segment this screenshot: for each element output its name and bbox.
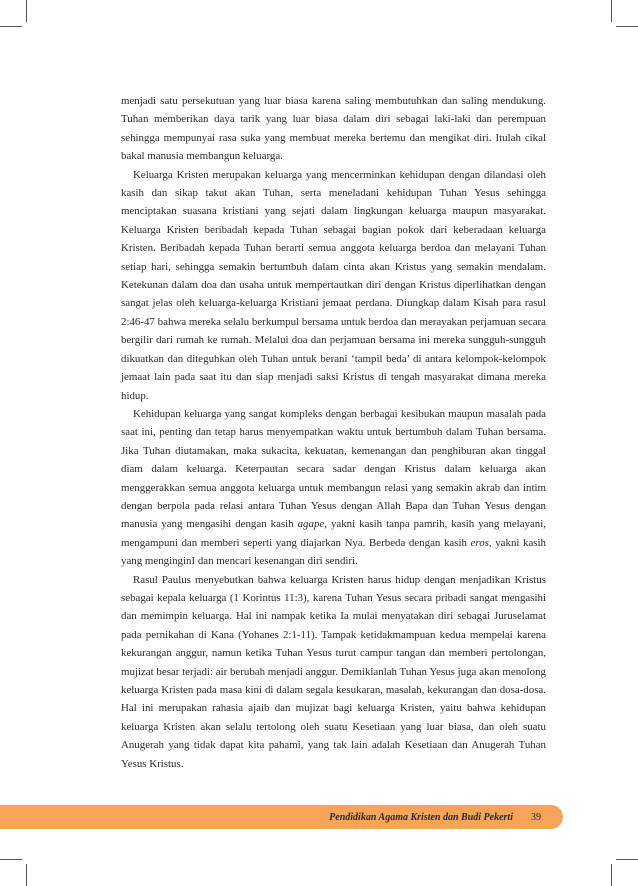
crop-mark bbox=[26, 864, 27, 886]
crop-mark bbox=[0, 859, 22, 860]
crop-mark bbox=[616, 859, 638, 860]
body-text bbox=[121, 92, 546, 773]
paragraph-2: Keluarga Kristen merupakan keluarga yang mencerminkan kehidupan dengan dilandasi oleh kasih dan sikap takut akan Tuhan, serta meneladani kehidupan Tuhan Yesus sehingga menciptakan suasana kristiani yang sejati dalam lingkungan keluarga maupun masyarakat. Keluarga Kristen beribadah kepada Tuhan sebagai bagian pokok dari keberadaan keluarga Kristen. Beribadah kepada Tuhan berarti semua anggota keluarga berdoa dan melayani Tuhan setiap hari, sehingga semakin bertumbuh dalam cinta akan Kristus yang semakin mendalam. Ketekunan dalam doa dan usaha untuk mempertautkan diri dengan Kristus diperlihatkan dengan sangat jelas oleh keluarga-keluarga Kristiani jemaat perdana. Diungkap dalam Kisah para rasul 2:46-47 bahwa mereka selalu berkumpul bersama untuk berdoa dan merayakan perjamuan secara bergilir dari rumah ke rumah. Melalui doa dan perjamuan bersama ini mereka sungguh-sungguh dikuatkan dan diteguhkan oleh Tuhan untuk berani ‘tampil beda’ di antara kelompok-kelompok jemaat lain pada saat itu dan siap menjadi saksi Kristus di tengah masyarakat dimana mereka hidup. bbox=[121, 168, 546, 402]
footer-book-title: Pendidikan Agama Kristen dan Budi Pekerti bbox=[329, 811, 513, 823]
crop-mark bbox=[616, 26, 638, 27]
paragraph-1: menjadi satu persekutuan yang luar biasa karena saling membutuhkan dan saling mendukung. Tuhan memberikan daya tarik yang luar biasa dalam diri sebagai laki-laki dan perempuan sehingga mempunyai rasa suka yang membuat mereka bertemu dan mengikat diri. Itulah cikal bakal manusia membangun keluarga. bbox=[121, 95, 546, 163]
paragraph-3: Kehidupan keluarga yang sangat kompleks dengan berbagai kesibukan maupun masalah pada saat ini, penting dan tetap harus menyempatkan waktu untuk bertumbuh dalam Tuhan bersama. Jika Tuhan diutamakan, maka sukacita, kekuatan, kemenangan dan penghiburan akan tinggal diam dalam keluarga. Keterpautan secara sadar dengan Kristus dalam keluarga akan menggerakkan semua anggota keluarga untuk membangun relasi yang semakin akrab dan intim dengan berpola pada relasi antara Tuhan Yesus dengan Allah Bapa dan Tuhan Yesus dengan manusia yang mengasihi dengan kasih agape, yakni kasih tanpa pamrih, kasih yang melayani, mengampuni dan memberi seperti yang diajarkan Nya. Berbeda dengan kasih eros, yakni kasih yang menginginI dan mencari kesenangan diri sendiri. bbox=[121, 407, 547, 568]
crop-mark bbox=[0, 26, 22, 27]
crop-mark bbox=[611, 864, 612, 886]
term-eros: eros bbox=[470, 536, 489, 549]
crop-mark bbox=[26, 0, 27, 22]
footer-bar bbox=[0, 805, 563, 829]
paragraph-4: Rasul Paulus menyebutkan bahwa keluarga Kristen harus hidup dengan menjadikan Kristus sebagai kepala keluarga (1 Korintus 11:3), karena Tuhan Yesus secara pribadi sangat mengasihi dan memimpin keluarga. Hal ini nampak ketika Ia mulai menyatakan diri sebagai Juruselamat pada pernikahan di Kana (Yohanes 2:1-11). Tampak ketidakmampuan kedua mempelai karena kekurangan anggur, namun ketika Tuhan Yesus turut campur tangan dan memberi pertolongan, mujizat besar terjadi: air berubah menjadi anggur. Demikianlah Tuhan Yesus juga akan menolong keluarga Kristen pada masa kini di dalam segala kesukaran, masalah, kekurangan dan dosa-dosa. Hal ini merupakan rahasia ajaib dan mujizat bagi keluarga Kristen, yaitu bahwa kehidupan keluarga Kristen akan selalu tertolong oleh suatu Kesetiaan yang luar biasa, dan oleh suatu Anugerah yang tidak dapat kita pahami, yang tak lain adalah Kesetiaan dan Anugerah Tuhan Yesus Kristus. bbox=[121, 573, 546, 770]
term-agape: agape bbox=[297, 518, 325, 531]
page-number: 39 bbox=[531, 811, 541, 823]
crop-mark bbox=[611, 0, 612, 22]
